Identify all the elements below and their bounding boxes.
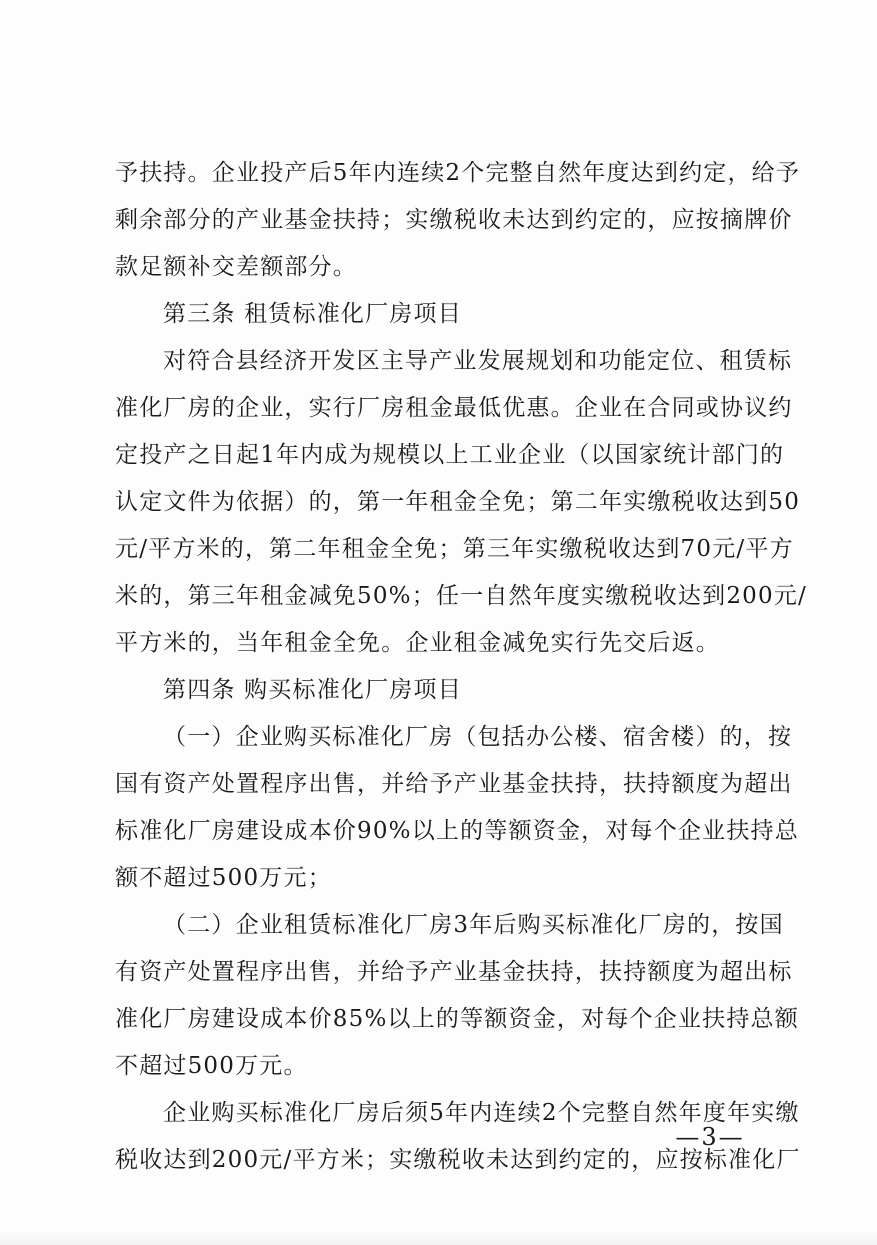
text-line: 税收达到200元/平方米；实缴税收未达到约定的，应按标准化厂 [115,1147,801,1173]
text-line: 对符合县经济开发区主导产业发展规划和功能定位、租赁标 [163,348,793,374]
text-line: （一）企业购买标准化厂房（包括办公楼、宿舍楼）的，按 [163,724,793,750]
text-line: 米的，第三年租金减免50%；任一自然年度实缴税收达到200元/ [115,583,807,609]
text-line: 有资产处置程序出售，并给予产业基金扶持，扶持额度为超出标 [115,959,793,985]
text-line: 款足额补交差额部分。 [115,254,357,280]
text-line: 予扶持。企业投产后5年内连续2个完整自然年度达到约定，给予 [115,160,801,186]
text-line: 不超过500万元。 [115,1053,308,1079]
text-line: （二）企业租赁标准化厂房3年后购买标准化厂房的，按国 [163,912,784,938]
text-line: 平方米的，当年租金全免。企业租金减免实行先交后返。 [115,630,720,656]
scan-edge [0,1227,877,1245]
text-line: 企业购买标准化厂房后须5年内连续2个完整自然年度年实缴 [163,1100,800,1126]
text-line: 国有资产处置程序出售，并给予产业基金扶持，扶持额度为超出 [115,771,793,797]
text-line: 定投产之日起1年内成为规模以上工业企业（以国家统计部门的 [115,442,785,468]
text-line: 元/平方米的，第二年租金全免；第三年实缴税收达到70元/平方 [115,536,794,562]
article-heading: 第三条 租赁标准化厂房项目 [163,301,462,327]
text-line: 认定文件为依据）的，第一年租金全免；第二年实缴税收达到50 [115,489,801,515]
page-number: —3— [675,1123,745,1151]
text-line: 剩余部分的产业基金扶持；实缴税收未达到约定的，应按摘牌价 [115,207,793,233]
article-heading: 第四条 购买标准化厂房项目 [163,677,462,703]
text-line: 准化厂房建设成本价85%以上的等额资金，对每个企业扶持总额 [115,1006,799,1032]
text-line: 准化厂房的企业，实行厂房租金最低优惠。企业在合同或协议约 [115,395,793,421]
text-line: 标准化厂房建设成本价90%以上的等额资金，对每个企业扶持总 [115,818,799,844]
text-line: 额不超过500万元； [115,865,332,891]
